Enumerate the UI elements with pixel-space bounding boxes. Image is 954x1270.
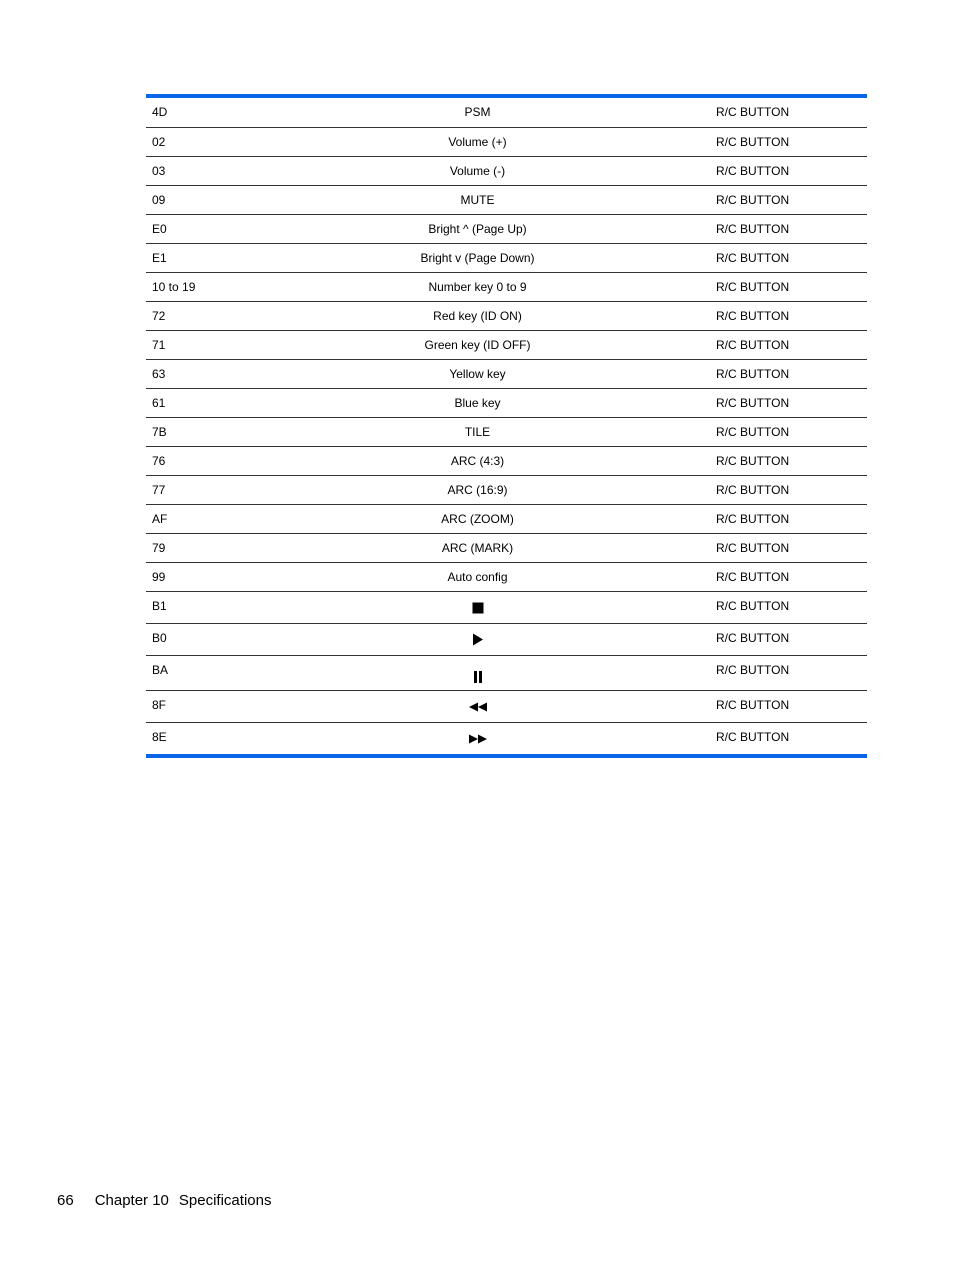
table-row: [146, 388, 867, 417]
type-cell: R/C BUTTON: [643, 623, 867, 655]
function-cell: [312, 655, 643, 690]
remote-control-codes-table: [146, 94, 867, 758]
table-row: [146, 446, 867, 475]
function-cell: PSM: [312, 98, 643, 127]
type-cell: R/C BUTTON: [643, 301, 867, 330]
table-row: [146, 504, 867, 533]
function-cell: TILE: [312, 417, 643, 446]
code-cell: 8F: [146, 690, 312, 722]
table-row: [146, 243, 867, 272]
function-cell: Bright v (Page Down): [312, 243, 643, 272]
code-cell: AF: [146, 504, 312, 533]
code-cell: 03: [146, 156, 312, 185]
table-row: [146, 359, 867, 388]
code-cell: E1: [146, 243, 312, 272]
function-cell: Blue key: [312, 388, 643, 417]
type-cell: R/C BUTTON: [643, 475, 867, 504]
code-cell: 61: [146, 388, 312, 417]
type-cell: R/C BUTTON: [643, 655, 867, 690]
page-footer: [57, 1192, 271, 1210]
code-cell: 79: [146, 533, 312, 562]
function-cell: ARC (16:9): [312, 475, 643, 504]
table-row: [146, 623, 867, 655]
table-row: [146, 417, 867, 446]
stop-icon: [472, 602, 484, 614]
code-cell: 76: [146, 446, 312, 475]
type-cell: R/C BUTTON: [643, 156, 867, 185]
codes-table: [146, 98, 867, 754]
play-icon: [472, 633, 484, 646]
type-cell: R/C BUTTON: [643, 98, 867, 127]
code-cell: B1: [146, 591, 312, 623]
code-cell: 02: [146, 127, 312, 156]
code-cell: E0: [146, 214, 312, 243]
pause-icon: [473, 670, 483, 684]
function-cell: [312, 690, 643, 722]
type-cell: R/C BUTTON: [643, 388, 867, 417]
code-cell: 10 to 19: [146, 272, 312, 301]
type-cell: R/C BUTTON: [643, 446, 867, 475]
type-cell: R/C BUTTON: [643, 504, 867, 533]
table-row: [146, 562, 867, 591]
function-cell: ARC (4:3): [312, 446, 643, 475]
table-body: [146, 98, 867, 754]
function-cell: ARC (ZOOM): [312, 504, 643, 533]
function-cell: [312, 623, 643, 655]
table-row: [146, 330, 867, 359]
table-row: [146, 185, 867, 214]
table-row: [146, 156, 867, 185]
function-cell: Green key (ID OFF): [312, 330, 643, 359]
function-cell: Red key (ID ON): [312, 301, 643, 330]
code-cell: 7B: [146, 417, 312, 446]
function-cell: ARC (MARK): [312, 533, 643, 562]
table-row: [146, 690, 867, 722]
table-row: [146, 722, 867, 754]
code-cell: 99: [146, 562, 312, 591]
type-cell: R/C BUTTON: [643, 214, 867, 243]
function-cell: Number key 0 to 9: [312, 272, 643, 301]
function-cell: MUTE: [312, 185, 643, 214]
type-cell: R/C BUTTON: [643, 417, 867, 446]
function-cell: Volume (-): [312, 156, 643, 185]
type-cell: R/C BUTTON: [643, 272, 867, 301]
code-cell: 71: [146, 330, 312, 359]
code-cell: 77: [146, 475, 312, 504]
page-number: 66: [57, 1192, 74, 1209]
function-cell: Auto config: [312, 562, 643, 591]
type-cell: R/C BUTTON: [643, 359, 867, 388]
table-row: [146, 127, 867, 156]
table-row: [146, 655, 867, 690]
function-cell: [312, 591, 643, 623]
type-cell: R/C BUTTON: [643, 330, 867, 359]
type-cell: R/C BUTTON: [643, 127, 867, 156]
type-cell: R/C BUTTON: [643, 185, 867, 214]
code-cell: 63: [146, 359, 312, 388]
type-cell: R/C BUTTON: [643, 690, 867, 722]
function-cell: Bright ^ (Page Up): [312, 214, 643, 243]
table-row: [146, 591, 867, 623]
code-cell: 8E: [152, 729, 167, 744]
table-row: [146, 475, 867, 504]
chapter-label: Chapter 10: [94, 1192, 169, 1209]
table-row: [146, 301, 867, 330]
code-cell: 72: [146, 301, 312, 330]
table-row: [146, 98, 867, 127]
table-row: [146, 214, 867, 243]
code-cell: 4D: [146, 98, 312, 127]
code-cell: 09: [146, 185, 312, 214]
code-cell: B0: [146, 623, 312, 655]
fast-forward-icon: [468, 734, 488, 744]
section-title: Specifications: [178, 1192, 272, 1209]
type-cell: R/C BUTTON: [643, 562, 867, 591]
table-row: [146, 272, 867, 301]
type-cell: R/C BUTTON: [716, 729, 790, 744]
type-cell: R/C BUTTON: [643, 243, 867, 272]
function-cell: Yellow key: [312, 359, 643, 388]
code-cell: BA: [146, 655, 312, 690]
type-cell: R/C BUTTON: [643, 591, 867, 623]
function-cell: Volume (+): [312, 127, 643, 156]
type-cell: R/C BUTTON: [643, 533, 867, 562]
table-row: [146, 533, 867, 562]
rewind-icon: [468, 702, 488, 712]
function-cell: [312, 722, 643, 754]
